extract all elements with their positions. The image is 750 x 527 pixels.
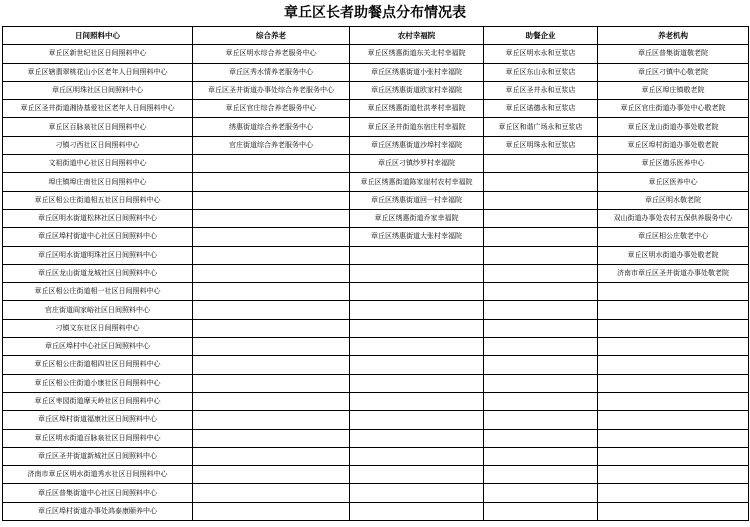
cell-institution: 章丘区德乐医养中心 xyxy=(598,155,749,173)
cell-day-care: 章丘区埠村街道福康社区日间照料中心 xyxy=(3,411,193,429)
cell-comprehensive xyxy=(193,411,350,429)
cell-day-care: 章丘区相公庄街道相五社区日间照料中心 xyxy=(3,191,193,209)
cell-day-care: 章丘区枣园街道摩天岭社区日间照料中心 xyxy=(3,392,193,410)
cell-enterprise xyxy=(484,301,598,319)
cell-enterprise: 章丘区圣井永和豆浆店 xyxy=(484,81,598,99)
cell-enterprise xyxy=(484,228,598,246)
table-row xyxy=(3,411,749,429)
cell-comprehensive xyxy=(193,173,350,191)
cell-comprehensive xyxy=(193,264,350,282)
column-header-enterprise: 助餐企业 xyxy=(484,27,598,45)
table-row xyxy=(3,466,749,484)
cell-enterprise xyxy=(484,246,598,264)
cell-enterprise xyxy=(484,191,598,209)
distribution-table xyxy=(2,26,749,521)
cell-enterprise xyxy=(484,411,598,429)
cell-comprehensive xyxy=(193,392,350,410)
cell-day-care: 埠庄镇埠庄南社区日间照料中心 xyxy=(3,173,193,191)
cell-comprehensive xyxy=(193,356,350,374)
cell-institution xyxy=(598,466,749,484)
table-row xyxy=(3,155,749,173)
cell-rural: 章丘区圣井街道东宿庄村幸福院 xyxy=(350,118,484,136)
cell-institution xyxy=(598,319,749,337)
table-row xyxy=(3,392,749,410)
table-row xyxy=(3,502,749,520)
cell-enterprise: 章丘区和谐广场永和豆浆店 xyxy=(484,118,598,136)
table-row xyxy=(3,136,749,154)
table-row xyxy=(3,209,749,227)
cell-institution xyxy=(598,502,749,520)
cell-enterprise xyxy=(484,466,598,484)
table-row xyxy=(3,447,749,465)
cell-comprehensive xyxy=(193,374,350,392)
column-header-institution: 养老机构 xyxy=(598,27,749,45)
cell-enterprise xyxy=(484,484,598,502)
cell-comprehensive xyxy=(193,301,350,319)
table-row xyxy=(3,338,749,356)
cell-comprehensive xyxy=(193,209,350,227)
cell-day-care: 章丘区相公庄街道小康社区日间照料中心 xyxy=(3,374,193,392)
cell-rural: 章丘区绣惠街道回一村幸福院 xyxy=(350,191,484,209)
cell-comprehensive xyxy=(193,228,350,246)
table-row xyxy=(3,191,749,209)
table-title: 章丘区长者助餐点分布情况表 xyxy=(284,5,466,21)
cell-enterprise: 章丘区明水永和豆浆店 xyxy=(484,45,598,63)
cell-institution: 济南市章丘区圣井街道办事处敬老院 xyxy=(598,264,749,282)
cell-day-care: 章丘区埠村中心社区日间照料中心 xyxy=(3,338,193,356)
cell-institution xyxy=(598,429,749,447)
cell-day-care: 章丘区百脉泉社区日间照料中心 xyxy=(3,118,193,136)
cell-institution: 章丘区刁镇中心敬老院 xyxy=(598,63,749,81)
cell-enterprise xyxy=(484,356,598,374)
cell-rural xyxy=(350,338,484,356)
table-row xyxy=(3,429,749,447)
cell-rural xyxy=(350,246,484,264)
table-row xyxy=(3,264,749,282)
cell-rural: 章丘区绣惠街道沙埠村幸福院 xyxy=(350,136,484,154)
table-row xyxy=(3,319,749,337)
cell-institution xyxy=(598,374,749,392)
cell-day-care: 章丘区相公庄街道相一社区日间照料中心 xyxy=(3,283,193,301)
cell-rural: 章丘区刁镇纱罗村幸福院 xyxy=(350,155,484,173)
cell-rural xyxy=(350,392,484,410)
cell-enterprise xyxy=(484,319,598,337)
cell-day-care: 章丘区圣井街道新城社区日间照料中心 xyxy=(3,447,193,465)
cell-enterprise: 章丘区明珠永和豆浆店 xyxy=(484,136,598,154)
cell-comprehensive xyxy=(193,319,350,337)
cell-comprehensive xyxy=(193,155,350,173)
cell-enterprise xyxy=(484,447,598,465)
column-header-rural: 农村幸福院 xyxy=(350,27,484,45)
column-header-comprehensive: 综合养老 xyxy=(193,27,350,45)
cell-enterprise xyxy=(484,429,598,447)
cell-comprehensive xyxy=(193,246,350,264)
cell-comprehensive xyxy=(193,466,350,484)
table-row xyxy=(3,100,749,118)
cell-rural xyxy=(350,447,484,465)
cell-rural xyxy=(350,301,484,319)
cell-rural xyxy=(350,283,484,301)
cell-day-care: 文祖街道中心社区日间照料中心 xyxy=(3,155,193,173)
cell-institution xyxy=(598,484,749,502)
cell-day-care: 章丘区明水街道松林社区日间照料中心 xyxy=(3,209,193,227)
cell-rural xyxy=(350,484,484,502)
cell-rural xyxy=(350,502,484,520)
cell-day-care: 济南市章丘区明水街道秀水社区日间照料中心 xyxy=(3,466,193,484)
cell-rural xyxy=(350,374,484,392)
cell-institution: 章丘区医养中心 xyxy=(598,173,749,191)
cell-rural xyxy=(350,356,484,374)
cell-rural xyxy=(350,264,484,282)
cell-institution: 章丘区相公庄敬老中心 xyxy=(598,228,749,246)
cell-rural: 章丘区绣惠街道大张村幸福院 xyxy=(350,228,484,246)
cell-enterprise: 章丘区东山永和豆浆店 xyxy=(484,63,598,81)
cell-rural: 章丘区绣惠街道东关北村幸福院 xyxy=(350,45,484,63)
table-row xyxy=(3,173,749,191)
cell-rural xyxy=(350,429,484,447)
cell-institution xyxy=(598,411,749,429)
cell-day-care: 章丘区埠村街道办事处鸿泰康颐养中心 xyxy=(3,502,193,520)
cell-enterprise xyxy=(484,173,598,191)
cell-enterprise: 章丘区诺德永和豆浆店 xyxy=(484,100,598,118)
cell-institution xyxy=(598,447,749,465)
cell-day-care: 章丘区龙山街道龙城社区日间照料中心 xyxy=(3,264,193,282)
table-row xyxy=(3,228,749,246)
cell-institution xyxy=(598,356,749,374)
cell-day-care: 刁镇刁西社区日间照料中心 xyxy=(3,136,193,154)
cell-rural: 章丘区绣惠街道小张村幸福院 xyxy=(350,63,484,81)
cell-day-care: 刁镇文东社区日间照料中心 xyxy=(3,319,193,337)
table-row xyxy=(3,63,749,81)
cell-enterprise xyxy=(484,264,598,282)
cell-enterprise xyxy=(484,283,598,301)
cell-institution: 章丘区埠庄镇敬老院 xyxy=(598,81,749,99)
cell-institution: 章丘区官庄街道办事处中心敬老院 xyxy=(598,100,749,118)
cell-enterprise xyxy=(484,338,598,356)
cell-comprehensive: 章丘区明水综合养老服务中心 xyxy=(193,45,350,63)
header-row xyxy=(3,27,749,45)
cell-institution: 章丘区明水街道办事处敬老院 xyxy=(598,246,749,264)
cell-comprehensive: 章丘区秀水情养老服务中心 xyxy=(193,63,350,81)
cell-comprehensive xyxy=(193,484,350,502)
cell-institution: 双山街道办事处农村五保供养服务中心 xyxy=(598,209,749,227)
cell-comprehensive: 官庄街道综合养老服务中心 xyxy=(193,136,350,154)
table-body xyxy=(3,45,749,521)
cell-enterprise xyxy=(484,392,598,410)
table-row xyxy=(3,283,749,301)
table-row xyxy=(3,45,749,63)
cell-day-care: 章丘区普集街道中心社区日间照料中心 xyxy=(3,484,193,502)
cell-comprehensive xyxy=(193,191,350,209)
cell-day-care: 章丘区明珠社区日间照料中心 xyxy=(3,81,193,99)
cell-institution xyxy=(598,338,749,356)
cell-day-care: 章丘区新世纪社区日间照料中心 xyxy=(3,45,193,63)
cell-day-care: 章丘区明水街道百脉泉社区日间照料中心 xyxy=(3,429,193,447)
cell-rural: 章丘区绣惠街道杜洪孝村幸福院 xyxy=(350,100,484,118)
table-row xyxy=(3,246,749,264)
cell-comprehensive xyxy=(193,447,350,465)
cell-day-care: 章丘区辖翡翠桃花山小区老年人日间照料中心 xyxy=(3,63,193,81)
cell-enterprise xyxy=(484,502,598,520)
table-row xyxy=(3,301,749,319)
cell-comprehensive: 章丘区圣井街道办事处综合养老服务中心 xyxy=(193,81,350,99)
cell-institution xyxy=(598,301,749,319)
table-row xyxy=(3,118,749,136)
table-row xyxy=(3,484,749,502)
cell-rural xyxy=(350,411,484,429)
cell-enterprise xyxy=(484,155,598,173)
cell-comprehensive: 章丘区官庄综合养老服务中心 xyxy=(193,100,350,118)
cell-day-care: 章丘区圣井街道湘协基爱社区老年人日间照料中心 xyxy=(3,100,193,118)
cell-day-care: 官庄街道阎家峪社区日间照料中心 xyxy=(3,301,193,319)
cell-comprehensive xyxy=(193,338,350,356)
cell-rural xyxy=(350,319,484,337)
cell-rural: 章丘区绣惠街道陈家崖村农村幸福院 xyxy=(350,173,484,191)
cell-institution: 章丘区埠村街道办事处敬老院 xyxy=(598,136,749,154)
cell-rural: 章丘区绣惠街道乔家幸福院 xyxy=(350,209,484,227)
table-row xyxy=(3,374,749,392)
cell-institution: 章丘区明水敬老院 xyxy=(598,191,749,209)
cell-day-care: 章丘区明水街道明珠社区日间照料中心 xyxy=(3,246,193,264)
cell-comprehensive xyxy=(193,502,350,520)
cell-rural xyxy=(350,466,484,484)
cell-rural: 章丘区绣惠街道欧家村幸福院 xyxy=(350,81,484,99)
cell-comprehensive: 绣惠街道综合养老服务中心 xyxy=(193,118,350,136)
column-header-day-care: 日间照料中心 xyxy=(3,27,193,45)
cell-comprehensive xyxy=(193,283,350,301)
table-row xyxy=(3,356,749,374)
cell-enterprise xyxy=(484,374,598,392)
cell-institution xyxy=(598,392,749,410)
cell-institution: 章丘区普集街道敬老院 xyxy=(598,45,749,63)
cell-day-care: 章丘区埠村街道中心社区日间照料中心 xyxy=(3,228,193,246)
table-row xyxy=(3,81,749,99)
cell-comprehensive xyxy=(193,429,350,447)
cell-institution xyxy=(598,283,749,301)
cell-institution: 章丘区龙山街道办事处敬老院 xyxy=(598,118,749,136)
cell-enterprise xyxy=(484,209,598,227)
cell-day-care: 章丘区相公庄街道相四社区日间照料中心 xyxy=(3,356,193,374)
